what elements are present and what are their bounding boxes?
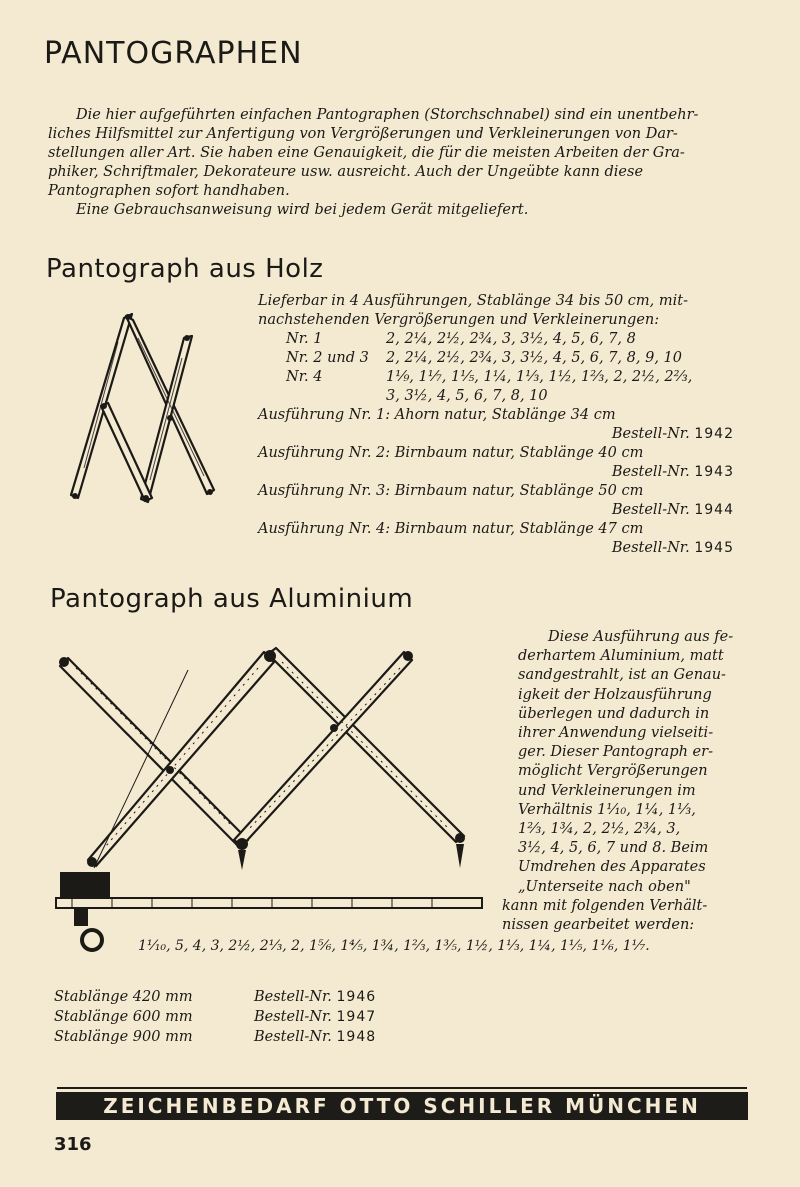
ratio-label: Nr. 1 [286,331,323,347]
alu-line: igkeit der Holzausführung [518,686,712,703]
variant-order: Bestell-Nr. 1943 [611,464,734,480]
alu-line: 3½, 4, 5, 6, 7 und 8. Beim [518,840,709,857]
intro-line: Pantographen sofort handhaben. [48,183,290,199]
alu-heading: Pantograph aus Aluminium [50,584,414,614]
alu-line: derhartem Aluminium, matt [518,648,724,665]
alu-line: ihrer Anwendung vielseiti- [518,725,714,742]
ratio-label: Nr. 2 und 3 [286,350,369,366]
length-value: Stablänge 900 mm [54,1029,193,1045]
length-order: Bestell-Nr. 1946 [254,989,377,1005]
ratio-label: Nr. 4 [286,369,323,385]
length-order: Bestell-Nr. 1948 [254,1029,377,1045]
variant-desc: Ausführung Nr. 4: Birnbaum natur, Stablänge 47 cm [258,521,644,537]
holz-desc-line: Lieferbar in 4 Ausführungen, Stablänge 34 bis 50 cm, mit- [258,293,689,309]
length-value: Stablänge 600 mm [54,1009,193,1025]
holz-description [258,292,758,558]
variant-order: Bestell-Nr. 1944 [611,502,734,518]
alu-line: ger. Dieser Pantograph er- [518,744,713,761]
intro-note: Eine Gebrauchsanweisung wird bei jedem Gerät mitgeliefert. [76,202,529,218]
variant-desc: Ausführung Nr. 1: Ahorn natur, Stablänge 34 cm [258,407,616,423]
wooden-pantograph-illustration [66,308,226,508]
alu-lengths-table [54,988,376,1048]
intro-line: Die hier aufgeführten einfachen Pantographen (Storchschnabel) sind ein unentbehr- [76,107,699,123]
alu-description [502,628,768,935]
ratio-row [258,368,758,387]
publisher-footer: ZEICHENBEDARF OTTO SCHILLER MÜNCHEN [56,1092,748,1120]
variant-order: Bestell-Nr. 1945 [611,540,734,556]
ratio-label [258,387,386,406]
page-number: 316 [54,1134,92,1155]
variant-order: Bestell-Nr. 1942 [611,426,734,442]
alu-line: und Verkleinerungen im [518,782,696,799]
alu-line: Diese Ausführung aus fe- [548,629,734,645]
alu-line: Umdrehen des Apparates [518,859,706,876]
ratio-values: 2, 2¼, 2½, 2¾, 3, 3½, 4, 5, 6, 7, 8 [386,331,636,347]
ratio-values: 3, 3½, 4, 5, 6, 7, 8, 10 [386,388,548,404]
intro-line: phiker, Schriftmaler, Dekorateure usw. ausreicht. Auch der Ungeübte kann diese [48,164,644,180]
holz-heading: Pantograph aus Holz [46,254,324,284]
alu-line: möglicht Vergrößerungen [518,763,708,780]
ratio-row [258,387,758,406]
alu-line: „Unterseite nach oben" [518,878,691,895]
alu-line: Verhältnis 1⅒, 1¼, 1⅓, [518,801,696,818]
alu-line: nissen gearbeitet werden: [502,917,695,934]
length-row [54,988,376,1008]
page-title: PANTOGRAPHEN [44,36,303,71]
aluminium-pantograph-illustration [52,640,492,960]
alu-line: überlegen und dadurch in [518,705,710,722]
alu-line: sandgestrahlt, ist an Genau- [518,667,726,684]
length-row [54,1028,376,1048]
intro-line: liches Hilfsmittel zur Anfertigung von Vergrößerungen und Verkleinerungen von Dar- [48,126,678,142]
holz-desc-line: nachstehenden Vergrößerungen und Verkleinerungen: [258,312,660,328]
length-row [54,1008,376,1028]
ratio-row [258,349,758,368]
variant-desc: Ausführung Nr. 3: Birnbaum natur, Stablänge 50 cm [258,483,644,499]
length-value: Stablänge 420 mm [54,989,193,1005]
alu-line: 1⅔, 1¾, 2, 2½, 2¾, 3, [518,821,681,838]
alu-line: kann mit folgenden Verhält- [502,897,708,914]
intro-paragraph [48,106,748,220]
ratio-row [258,330,758,349]
ratio-values: 1⅑, 1⅐, 1⅕, 1¼, 1⅓, 1½, 1⅔, 2, 2½, 2⅔, [386,369,693,385]
intro-line: stellungen aller Art. Sie haben eine Genauigkeit, die für die meisten Arbeiten der Gra- [48,145,685,161]
variant-desc: Ausführung Nr. 2: Birnbaum natur, Stablänge 40 cm [258,445,644,461]
ratio-values: 2, 2¼, 2½, 2¾, 3, 3½, 4, 5, 6, 7, 8, 9, 10 [386,350,682,366]
reverse-ratios: 1⅒, 5, 4, 3, 2½, 2⅓, 2, 1⅚, 1⅘, 1¾, 1⅔, 1⅗, 1½, 1⅓, 1¼, 1⅕, 1⅙, 1⅐. [138,938,650,954]
length-order: Bestell-Nr. 1947 [254,1009,377,1025]
